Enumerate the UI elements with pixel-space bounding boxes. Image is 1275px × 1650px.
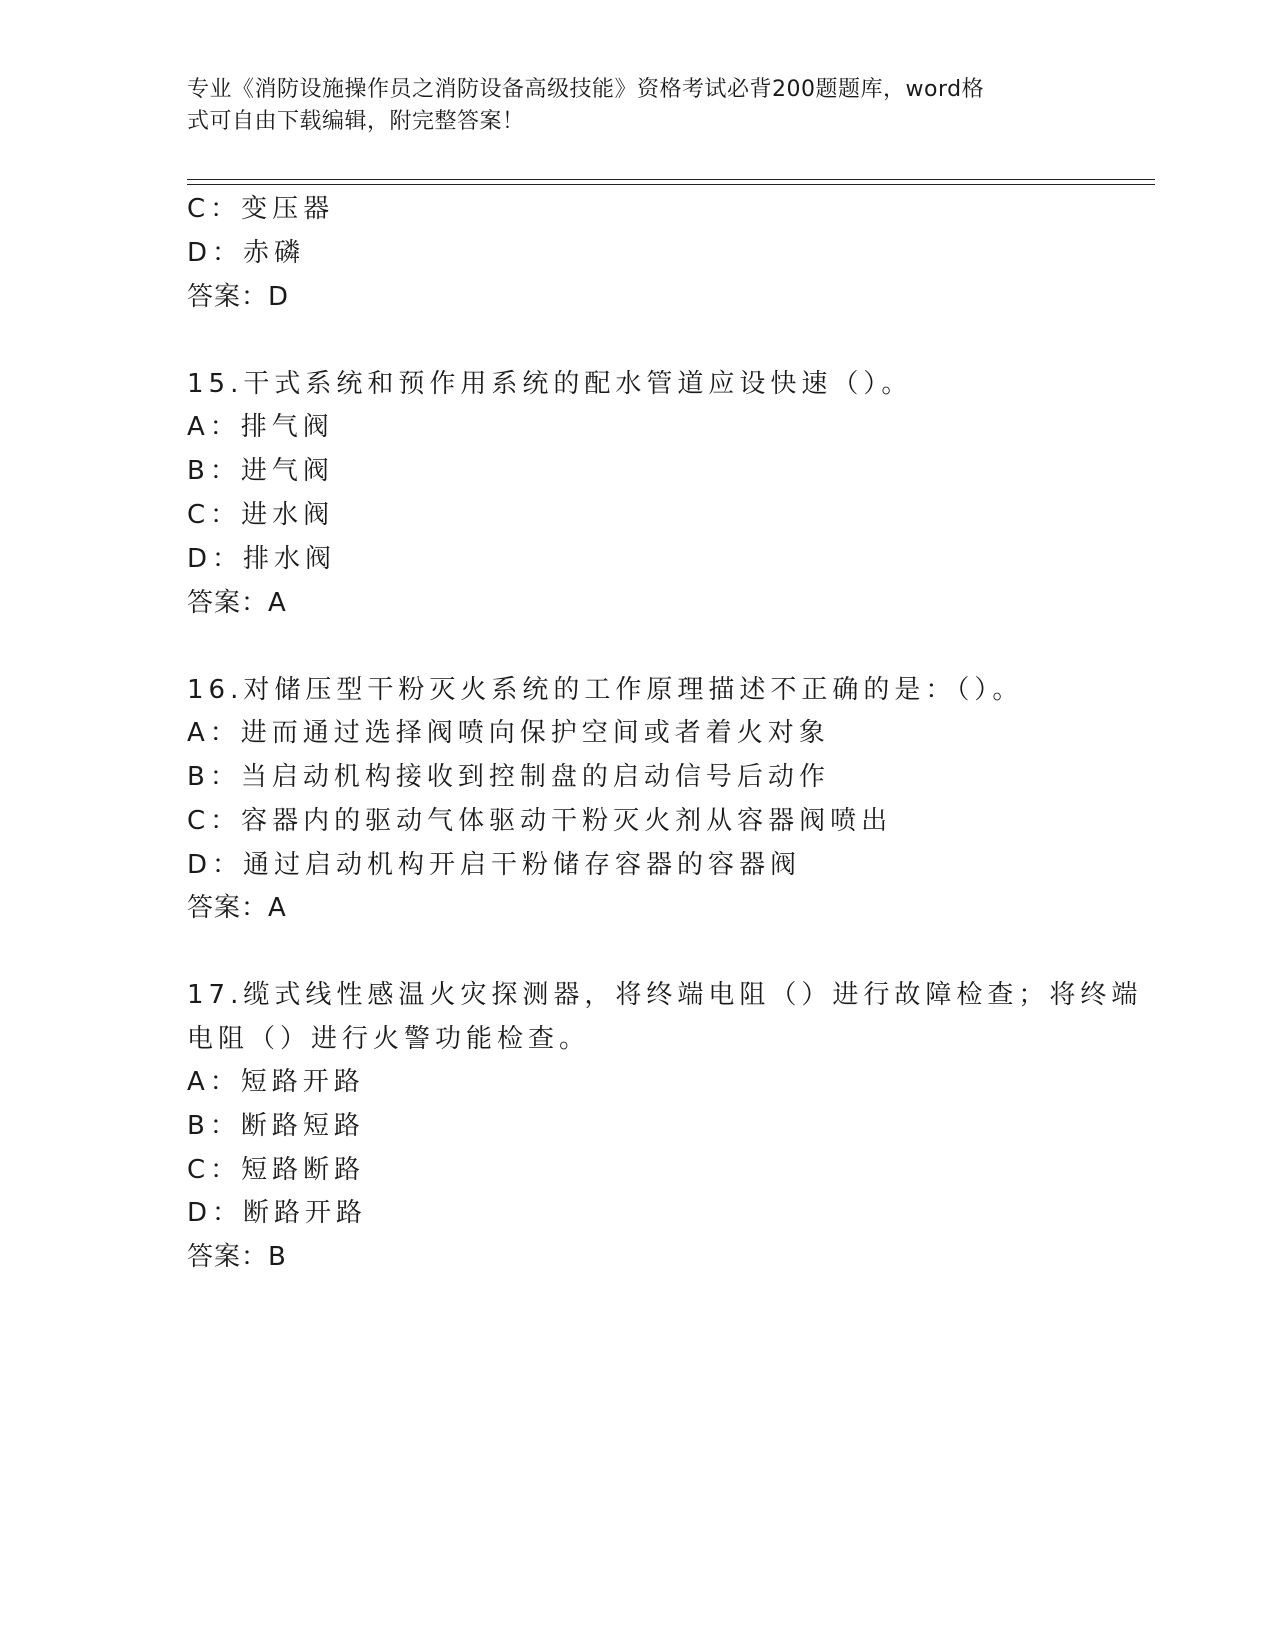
q17-option-c: C：短路断路 <box>187 1155 366 1185</box>
q16-option-a: A：进而通过选择阀喷向保护空间或者着火对象 <box>187 718 830 748</box>
q17-stem-line-2: 电阻（）进行火警功能检查。 <box>187 1024 591 1054</box>
document-header <box>187 74 1067 138</box>
header-line-1: 专业《消防设施操作员之消防设备高级技能》资格考试必背200题题库，word格 <box>187 77 985 102</box>
q16-option-b: B：当启动机构接收到控制盘的启动信号后动作 <box>187 762 830 792</box>
q17-answer: 答案：B <box>187 1242 287 1272</box>
q17-option-a: A：短路开路 <box>187 1067 365 1097</box>
q15-option-a: A：排气阀 <box>187 412 334 442</box>
q14-option-c: C：变压器 <box>187 194 335 224</box>
q14-answer: 答案：D <box>187 282 290 312</box>
q15-stem: 15.干式系统和预作用系统的配水管道应设快速（）。 <box>187 369 913 399</box>
q15-option-c: C：进水阀 <box>187 500 335 530</box>
q16-option-c: C：容器内的驱动气体驱动干粉灭火剂从容器阀喷出 <box>187 806 893 836</box>
q15-option-b: B：进气阀 <box>187 456 334 486</box>
q16-answer: 答案：A <box>187 893 287 923</box>
header-rule-bottom <box>187 184 1155 185</box>
q15-answer: 答案：A <box>187 588 287 618</box>
q16-option-d: D：通过启动机构开启干粉储存容器的容器阀 <box>187 850 802 880</box>
header-line-2: 式可自由下载编辑，附完整答案！ <box>187 109 525 134</box>
q15-option-d: D：排水阀 <box>187 544 337 574</box>
q17-stem-line-1: 17.缆式线性感温火灾探测器，将终端电阻（）进行故障检查；将终端 <box>187 980 1143 1010</box>
header-rule-top <box>187 179 1155 180</box>
q14-option-d: D：赤磷 <box>187 238 306 268</box>
q17-option-d: D：断路开路 <box>187 1198 368 1228</box>
q17-option-b: B：断路短路 <box>187 1111 365 1141</box>
q16-stem: 16.对储压型干粉灭火系统的工作原理描述不正确的是：（）。 <box>187 675 1024 705</box>
